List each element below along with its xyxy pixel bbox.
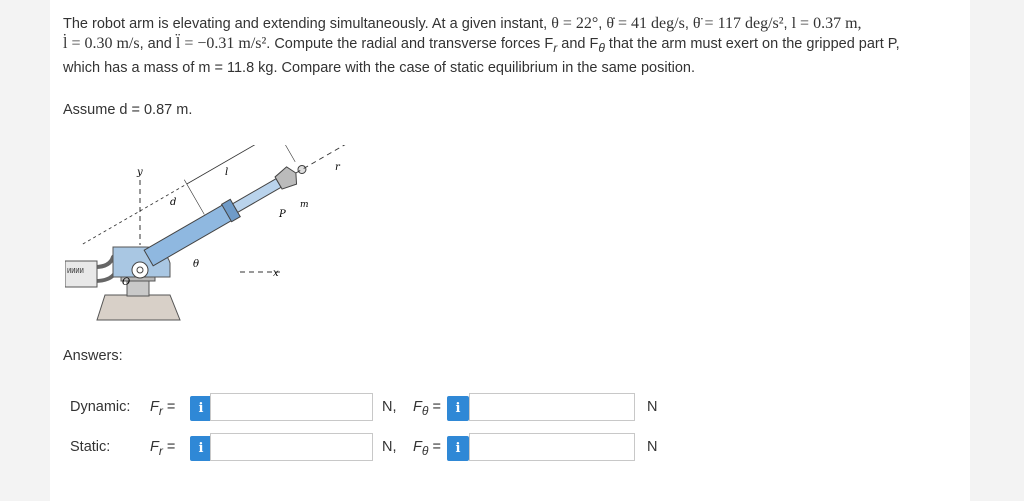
task-and: and F <box>557 36 599 52</box>
row-label: Dynamic: <box>70 399 131 415</box>
answers-label: Answers: <box>63 348 123 364</box>
task-text: . Compute the radial and transverse forces F <box>266 36 554 52</box>
fr-dynamic-input[interactable] <box>210 393 373 421</box>
pivot-inner <box>137 267 143 273</box>
label-l: l <box>225 167 229 178</box>
ftheta-static-input[interactable] <box>469 433 635 461</box>
answer-row-dynamic <box>70 393 670 423</box>
ftheta-label: $F_\theta$ = <box>413 399 441 418</box>
question-card <box>50 0 970 501</box>
info-button[interactable]: i <box>447 396 469 421</box>
assumption-text: Assume d = 0.87 m. <box>63 102 193 118</box>
fr-static-input[interactable] <box>210 433 373 461</box>
unit-n: N, <box>382 439 397 455</box>
unit-n: N <box>647 399 658 415</box>
robot-arm-figure <box>65 145 365 330</box>
info-button[interactable]: i <box>190 436 212 461</box>
problem-statement: The robot arm is elevating and extending simultaneously. At a given instant, θ = 22°, θ̇ = 41 deg/s, θ̈ = 117 deg/s², l = 0.37 m, l̇ = 0.30 m/s, and l̈ = −0.31 m/s². Compute the radial and transverse forces $F_r$ and $F_\theta$ that the arm must exert on the gripped part P, which has a mass of m = 11.8 kg. Compare with the case of static equilibrium in the same position. <box>63 15 900 76</box>
l-ext-1 <box>184 180 204 215</box>
unit-n: N, <box>382 399 397 415</box>
theta-expr: θ = 22° <box>551 15 599 32</box>
thetaddot-expr: θ̈ = 117 deg/s² <box>692 15 784 32</box>
row-label: Static: <box>70 439 111 455</box>
pedestal-base <box>97 295 180 320</box>
label-o: O <box>122 277 131 288</box>
connector-pins: ИИИИ <box>67 267 84 275</box>
unit-n: N <box>647 439 658 455</box>
l-dimension-line <box>187 145 278 184</box>
ldot-expr: l̇ = 0.30 m/s <box>63 35 140 52</box>
pedestal-post <box>127 280 149 296</box>
task-sub-theta: θ <box>598 40 605 55</box>
label-x: x <box>273 268 279 279</box>
problem-line3: which has a mass of m = 11.8 kg. Compare with the case of static equilibrium in the same position. <box>63 59 695 76</box>
label-theta: θ <box>193 259 200 270</box>
answer-row-static <box>70 433 670 463</box>
lddot-expr: l̈ = −0.31 m/s² <box>175 35 267 52</box>
info-button[interactable]: i <box>190 396 212 421</box>
thetadot-expr: θ̇ = 41 deg/s <box>606 15 685 32</box>
label-p: P <box>279 209 286 220</box>
fr-label: $F_r$ = <box>150 439 176 458</box>
fr-label: $F_r$ = <box>150 399 176 418</box>
label-d: d <box>170 197 177 208</box>
info-button[interactable]: i <box>447 436 469 461</box>
gripped-part-p <box>296 164 307 175</box>
l-ext-2 <box>275 145 295 162</box>
l-expr: l = 0.37 m, <box>791 15 862 32</box>
task-sub-r: r <box>553 40 558 55</box>
arm-inner <box>233 179 281 213</box>
label-r: r <box>335 162 340 173</box>
ftheta-label: $F_\theta$ = <box>413 439 441 458</box>
and-text: , and <box>139 36 172 52</box>
task-rest: that the arm must exert on the gripped part P, <box>604 36 900 52</box>
label-m: m <box>300 200 309 210</box>
problem-intro: The robot arm is elevating and extending simultaneously. At a given instant, <box>63 16 548 32</box>
arm-outer <box>144 203 235 266</box>
label-y: y <box>137 167 143 178</box>
ftheta-dynamic-input[interactable] <box>469 393 635 421</box>
